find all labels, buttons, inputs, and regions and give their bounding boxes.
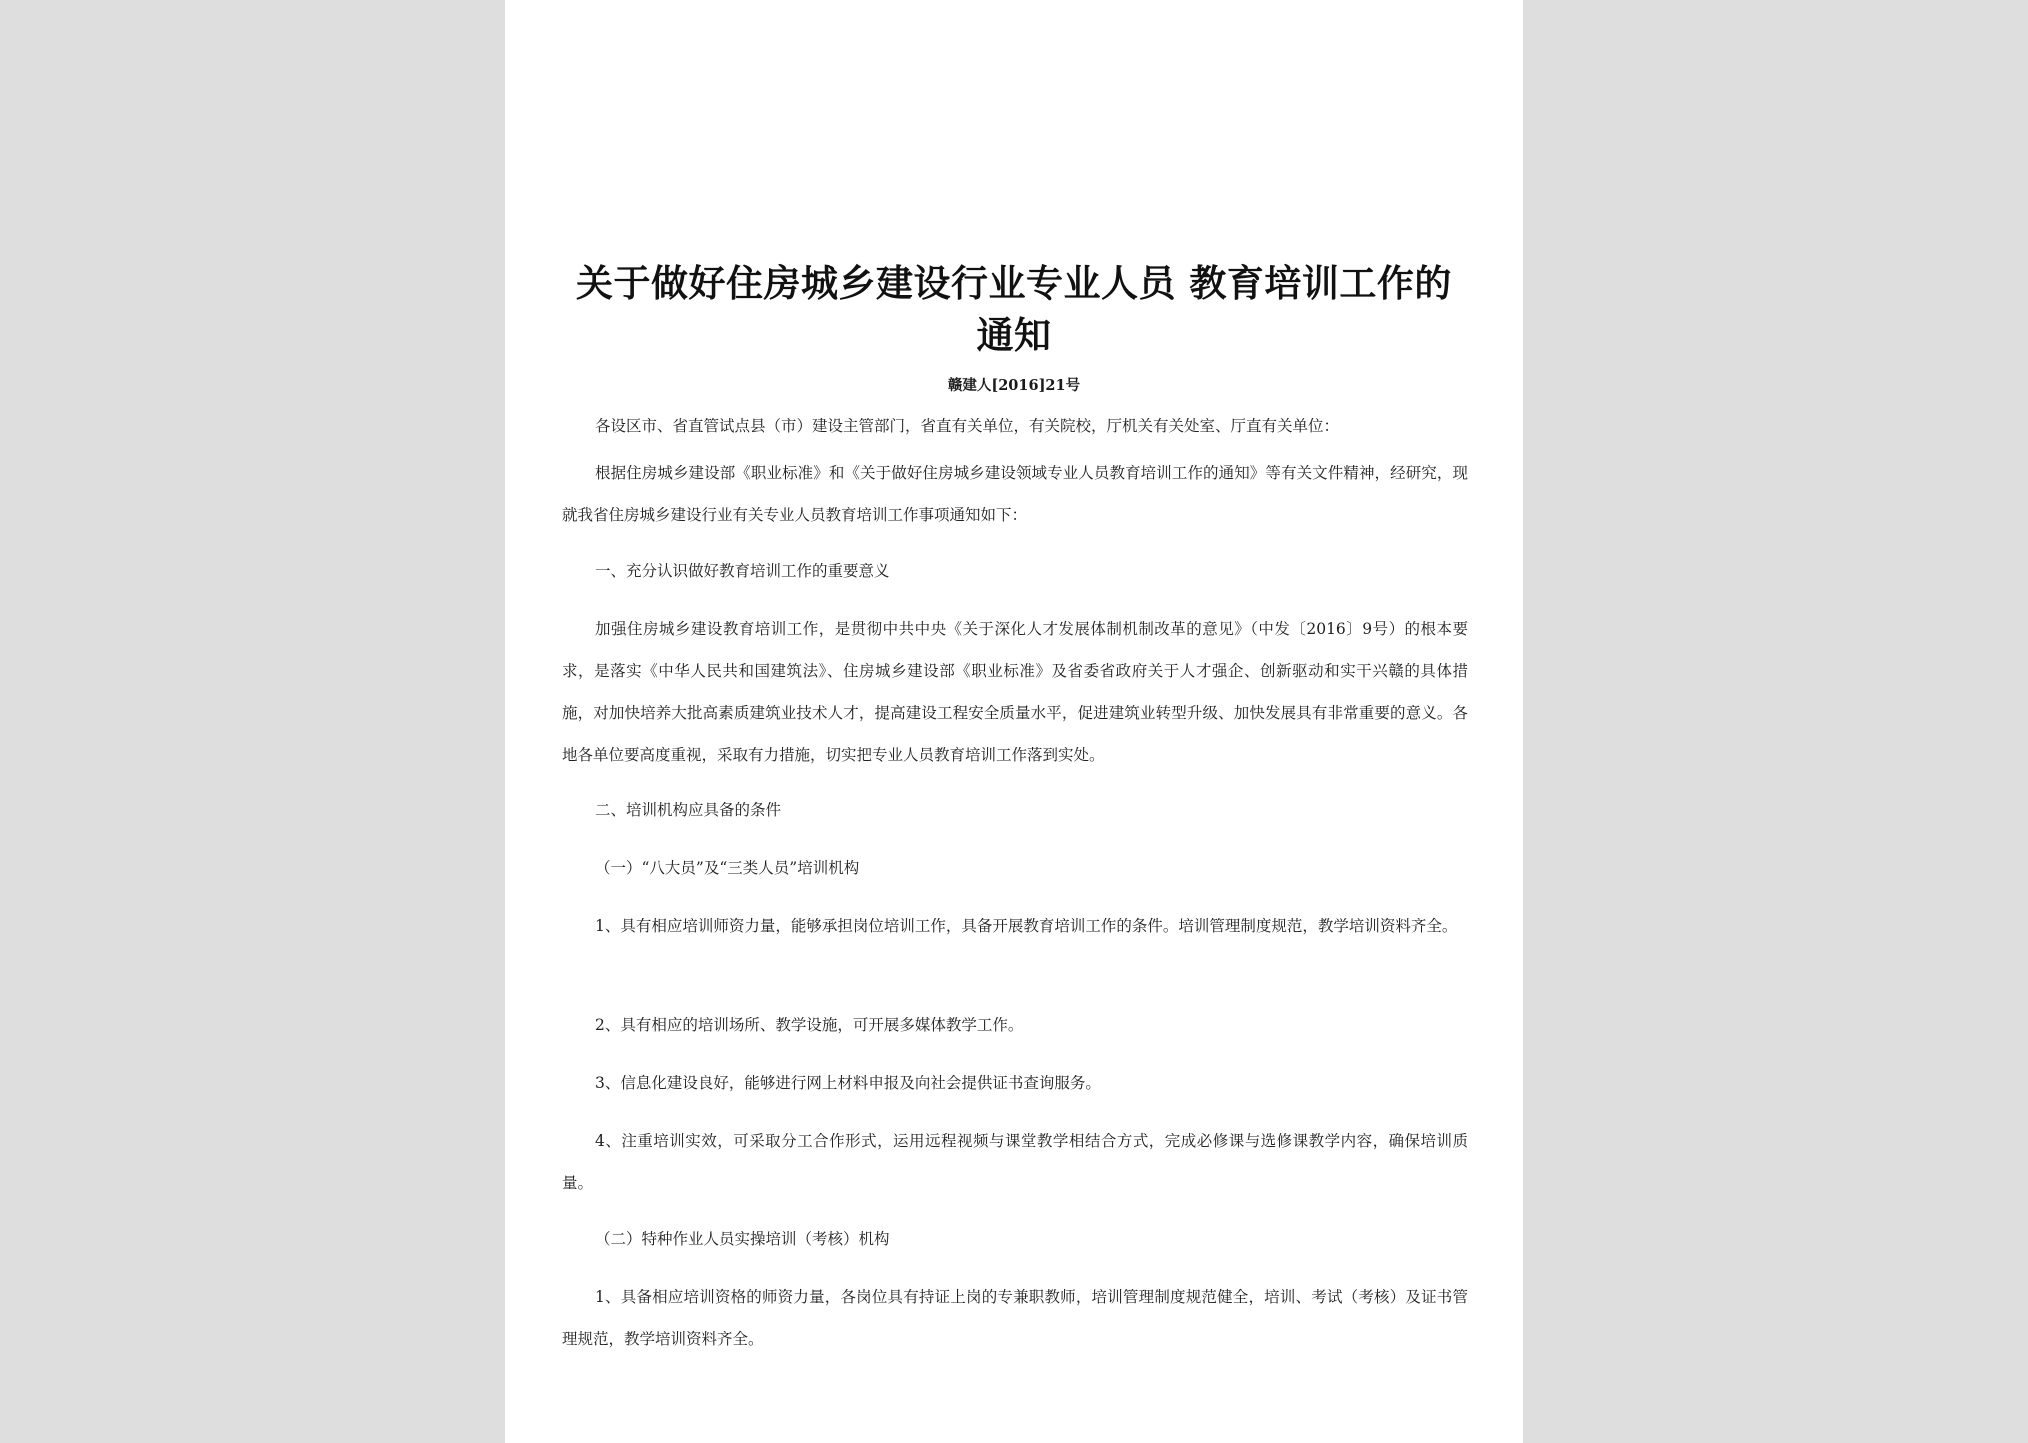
intro-paragraph: 根据住房城乡建设部《职业标准》和《关于做好住房城乡建设领域专业人员教育培训工作的通知》等有关文件精神，经研究，现就我省住房城乡建设行业有关专业人员教育培训工作事项通知如下： [562,464,1468,524]
section-1-paragraph: 加强住房城乡建设教育培训工作，是贯彻中共中央《关于深化人才发展体制机制改革的意见》（中发〔2016〕9号）的根本要求，是落实《中华人民共和国建筑法》、住房城乡建设部《职业标准》及省委省政府关于人才强企、创新驱动和实干兴赣的具体措施，对加快培养大批高素质建筑业技术人才，提高建设工程安全质量水平，促进建筑业转型升级、加快发展具有非常重要的意义。各地各单位要高度重视，采取有力措施，切实把专业人员教育培训工作落到实处。 [562,620,1468,764]
list-item: 2、具有相应的培训场所、教学设施，可开展多媒体教学工作。 [595,1016,1024,1034]
list-item: 1、具有相应培训师资力量，能够承担岗位培训工作，具备开展教育培训工作的条件。培训管理制度规范，教学培训资料齐全。 [595,917,1458,935]
list-item: 3、信息化建设良好，能够进行网上材料申报及向社会提供证书查询服务。 [595,1074,1101,1092]
document-page [505,0,1523,1443]
section-heading-1: 一、充分认识做好教育培训工作的重要意义 [595,562,890,580]
document-title: 关于做好住房城乡建设行业专业人员 教育培训工作的通知 [576,262,1452,357]
list-item: 4、注重培训实效，可采取分工合作形式，运用远程视频与课堂教学相结合方式，完成必修课与选修课教学内容，确保培训质量。 [562,1132,1468,1192]
list-item: 1、具备相应培训资格的师资力量，各岗位具有持证上岗的专兼职教师，培训管理制度规范健全，培训、考试（考核）及证书管理规范，教学培训资料齐全。 [562,1288,1468,1348]
subsection-heading-2: （二）特种作业人员实操培训（考核）机构 [595,1230,890,1248]
subsection-heading-1: （一）“八大员”及“三类人员”培训机构 [595,859,860,877]
document-number: 赣建人[2016]21号 [947,377,1081,394]
addressee-paragraph: 各设区市、省直管试点县（市）建设主管部门，省直有关单位，有关院校，厅机关有关处室、厅直有关单位： [595,417,1340,435]
section-heading-2: 二、培训机构应具备的条件 [595,801,782,819]
